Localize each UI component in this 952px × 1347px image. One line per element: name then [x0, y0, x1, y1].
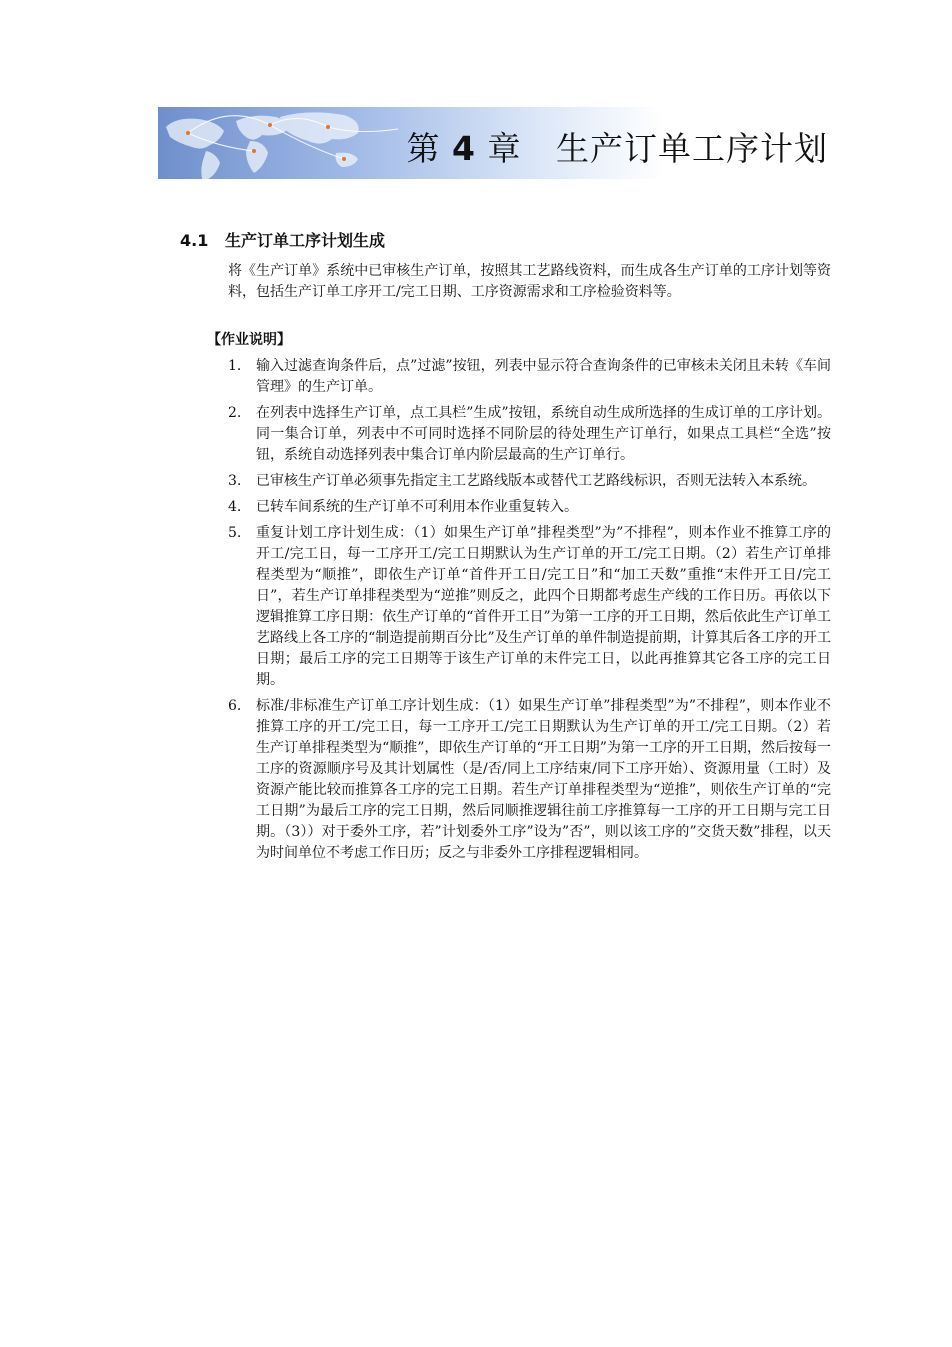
notes-list: [228, 356, 831, 869]
item-text: 已审核生产订单必须事先指定主工艺路线版本或替代工艺路线标识，否则无法转入本系统。: [256, 473, 816, 489]
item-text: 重复计划工序计划生成：（1）如果生产订单”排程类型”为”不排程”，则本作业不推算工序的开工/完工日，每一工序开工/完工日期默认为生产订单的开工/完工日期。（2）若生产订单排程类型为“顺推”，即依生产订单“首件开工日/完工日”和“加工天数”重推“末件开工日/完工日”，若生产订单排程类型为“逆推”则反之，此四个日期都考虑生产线的工作日历。再依以下逻辑推算工序日期：依生产订单的“首件开工日”为第一工序的开工日期，然后依此生产订单工艺路线上各工序的“制造提前期百分比”及生产订单的单件制造提前期，计算其后各工序的开工日期；最后工序的完工日期等于该生产订单的末件完工日，以此再推算其它各工序的完工日期。: [256, 525, 831, 688]
list-item: [228, 523, 831, 691]
item-text: 标准/非标准生产订单工序计划生成：（1）如果生产订单”排程类型”为”不排程”，则本作业不推算工序的开工/完工日，每一工序开工/完工日期默认为生产订单的开工/完工日期。（2）若生产订单排程类型为“顺推”，即依生产订单的“开工日期”为第一工序的开工日期，然后按每一工序的资源顺序号及其计划属性（是/否/同上工序结束/同下工序开始）、资源用量（工时）及资源产能比较而推算各工序的完工日期。若生产订单排程类型为“逆推”，则依生产订单的“完工日期”为最后工序的完工日期，然后同顺推逻辑往前工序推算每一工序的开工日期与完工日期。（3））对于委外工序，若”计划委外工序”设为”否”，则以该工序的”交货天数”排程，以天为时间单位不考虑工作日历；反之与非委外工序排程逻辑相同。: [256, 698, 831, 861]
section-intro: 将《生产订单》系统中已审核生产订单，按照其工艺路线资料，而生成各生产订单的工序计划等资料，包括生产订单工序开工/完工日期、工序资源需求和工序检验资料等。: [228, 263, 831, 300]
notes-heading: 【作业说明】: [207, 332, 291, 348]
item-number: 5.: [228, 525, 242, 541]
chapter-banner: [158, 107, 832, 179]
chapter-prefix: 第: [406, 129, 441, 168]
section-title: 生产订单工序计划生成: [225, 231, 386, 250]
list-item: [228, 471, 831, 492]
list-item: [228, 497, 831, 518]
list-item: [228, 403, 831, 466]
chapter-number: 4: [452, 129, 477, 168]
section-number: 4.1: [180, 231, 209, 250]
item-text: 在列表中选择生产订单，点工具栏”生成”按钮，系统自动生成所选择的生成订单的工序计划。同一集合订单，列表中不可同时选择不同阶层的待处理生产订单行，如果点工具栏“全选”按钮，系统自动选择列表中集合订单内阶层最高的生产订单行。: [256, 405, 831, 463]
item-number: 1.: [228, 358, 242, 374]
item-number: 3.: [228, 473, 242, 489]
list-item: [228, 356, 831, 398]
item-number: 2.: [228, 405, 242, 421]
item-text: 已转车间系统的生产订单不可利用本作业重复转入。: [256, 499, 578, 515]
chapter-name: 生产订单工序计划: [556, 129, 828, 168]
list-item: [228, 696, 831, 864]
section-heading: [180, 228, 385, 251]
chapter-suffix: 章: [487, 129, 522, 168]
item-number: 6.: [228, 698, 242, 714]
item-number: 4.: [228, 499, 242, 515]
chapter-title: [407, 123, 828, 170]
item-text: 输入过滤查询条件后，点”过滤”按钮，列表中显示符合查询条件的已审核未关闭且未转《车间管理》的生产订单。: [256, 358, 831, 395]
